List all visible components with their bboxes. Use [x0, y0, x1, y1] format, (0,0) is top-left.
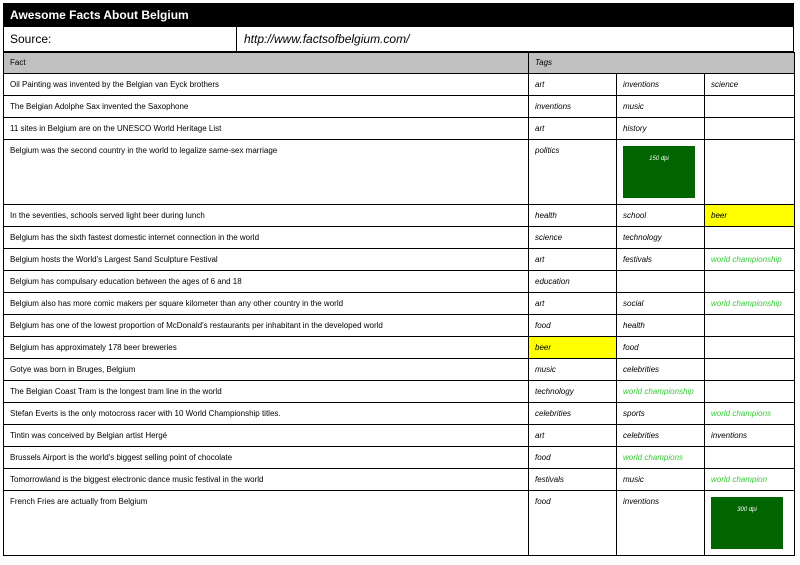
fact-cell[interactable]: Belgium has the sixth fastest domestic internet connection in the world	[4, 227, 529, 249]
tag-cell[interactable]: world championship	[705, 293, 795, 315]
tag-cell[interactable]	[705, 359, 795, 381]
tag-cell[interactable]: celebrities	[529, 403, 617, 425]
table-row	[4, 74, 795, 96]
tag-cell[interactable]: world championship	[617, 381, 705, 403]
source-row	[3, 27, 794, 52]
table-row	[4, 359, 795, 381]
tag-cell[interactable]	[705, 447, 795, 469]
header-fact: Fact	[4, 53, 529, 74]
tag-cell[interactable]: food	[529, 491, 617, 556]
fact-cell[interactable]: Oil Painting was invented by the Belgian van Eyck brothers	[4, 74, 529, 96]
tag-cell[interactable]	[705, 227, 795, 249]
sheet-title: Awesome Facts About Belgium	[3, 3, 794, 27]
tag-cell[interactable]: technology	[617, 227, 705, 249]
fact-cell[interactable]: Brussels Airport is the world's biggest selling point of chocolate	[4, 447, 529, 469]
tag-cell[interactable]: health	[617, 315, 705, 337]
tag-cell[interactable]: food	[529, 315, 617, 337]
tag-cell[interactable]: inventions	[617, 74, 705, 96]
table-row	[4, 249, 795, 271]
tag-cell[interactable]: celebrities	[617, 425, 705, 447]
tag-cell[interactable]	[705, 140, 795, 205]
tag-cell[interactable]: festivals	[529, 469, 617, 491]
tag-cell[interactable]: world champions	[705, 403, 795, 425]
tag-cell[interactable]: beer	[529, 337, 617, 359]
tag-cell[interactable]	[705, 491, 795, 556]
tag-cell[interactable]	[705, 118, 795, 140]
table-row	[4, 118, 795, 140]
tag-cell[interactable]: world champion	[705, 469, 795, 491]
header-tags: Tags	[529, 53, 795, 74]
table-row	[4, 403, 795, 425]
table-row	[4, 491, 795, 556]
image-placeholder: 300 dpi	[711, 497, 783, 549]
fact-cell[interactable]: The Belgian Coast Tram is the longest tram line in the world	[4, 381, 529, 403]
fact-cell[interactable]: In the seventies, schools served light beer during lunch	[4, 205, 529, 227]
tag-cell[interactable]: music	[617, 469, 705, 491]
table-row	[4, 205, 795, 227]
table-row	[4, 96, 795, 118]
table-row	[4, 447, 795, 469]
tag-cell[interactable]: school	[617, 205, 705, 227]
tag-cell[interactable]: beer	[705, 205, 795, 227]
tag-cell[interactable]: art	[529, 293, 617, 315]
tag-cell[interactable]: science	[705, 74, 795, 96]
fact-cell[interactable]: Belgium was the second country in the world to legalize same-sex marriage	[4, 140, 529, 205]
fact-cell[interactable]: Belgium hosts the World's Largest Sand Sculpture Festival	[4, 249, 529, 271]
fact-cell[interactable]: Tintin was conceived by Belgian artist Hergé	[4, 425, 529, 447]
fact-cell[interactable]: Belgium has one of the lowest proportion of McDonald's restaurants per inhabitant in the developed world	[4, 315, 529, 337]
fact-cell[interactable]: Stefan Everts is the only motocross racer with 10 World Championship titles.	[4, 403, 529, 425]
tag-cell[interactable]: inventions	[529, 96, 617, 118]
tag-cell[interactable]: science	[529, 227, 617, 249]
tag-cell[interactable]: art	[529, 74, 617, 96]
tag-cell[interactable]: music	[617, 96, 705, 118]
facts-table	[3, 52, 795, 556]
table-row	[4, 337, 795, 359]
tag-cell[interactable]: technology	[529, 381, 617, 403]
tag-cell[interactable]	[705, 96, 795, 118]
tag-cell[interactable]: festivals	[617, 249, 705, 271]
table-row	[4, 293, 795, 315]
tag-cell[interactable]	[705, 271, 795, 293]
fact-cell[interactable]: Tomorrowland is the biggest electronic dance music festival in the world	[4, 469, 529, 491]
tag-cell[interactable]	[705, 337, 795, 359]
fact-cell[interactable]: Gotye was born in Bruges, Belgium	[4, 359, 529, 381]
table-header-row	[4, 53, 795, 74]
tag-cell[interactable]	[705, 315, 795, 337]
tag-cell[interactable]: social	[617, 293, 705, 315]
tag-cell[interactable]: music	[529, 359, 617, 381]
tag-cell[interactable]: health	[529, 205, 617, 227]
tag-cell[interactable]	[617, 140, 705, 205]
tag-cell[interactable]: education	[529, 271, 617, 293]
tag-cell[interactable]: food	[529, 447, 617, 469]
table-row	[4, 271, 795, 293]
source-label: Source:	[4, 27, 237, 51]
table-row	[4, 227, 795, 249]
fact-cell[interactable]: Belgium has compulsary education between the ages of 6 and 18	[4, 271, 529, 293]
tag-cell[interactable]: world champions	[617, 447, 705, 469]
tag-cell[interactable]	[705, 381, 795, 403]
tag-cell[interactable]: art	[529, 425, 617, 447]
tag-cell[interactable]: food	[617, 337, 705, 359]
tag-cell[interactable]: sports	[617, 403, 705, 425]
image-placeholder: 150 dpi	[623, 146, 695, 198]
spreadsheet	[3, 3, 794, 556]
fact-cell[interactable]: 11 sites in Belgium are on the UNESCO World Heritage List	[4, 118, 529, 140]
tag-cell[interactable]: world championship	[705, 249, 795, 271]
fact-cell[interactable]: The Belgian Adolphe Sax invented the Saxophone	[4, 96, 529, 118]
fact-cell[interactable]: French Fries are actually from Belgium	[4, 491, 529, 556]
fact-cell[interactable]: Belgium has approximately 178 beer breweries	[4, 337, 529, 359]
tag-cell[interactable]: art	[529, 118, 617, 140]
source-url[interactable]: http://www.factsofbelgium.com/	[244, 32, 410, 46]
tag-cell[interactable]: history	[617, 118, 705, 140]
table-row	[4, 140, 795, 205]
tag-cell[interactable]: inventions	[705, 425, 795, 447]
tag-cell[interactable]	[617, 271, 705, 293]
table-row	[4, 315, 795, 337]
tag-cell[interactable]: inventions	[617, 491, 705, 556]
table-row	[4, 469, 795, 491]
table-row	[4, 381, 795, 403]
tag-cell[interactable]: art	[529, 249, 617, 271]
tag-cell[interactable]: politics	[529, 140, 617, 205]
fact-cell[interactable]: Belgium also has more comic makers per square kilometer than any other country in the world	[4, 293, 529, 315]
tag-cell[interactable]: celebrities	[617, 359, 705, 381]
table-row	[4, 425, 795, 447]
